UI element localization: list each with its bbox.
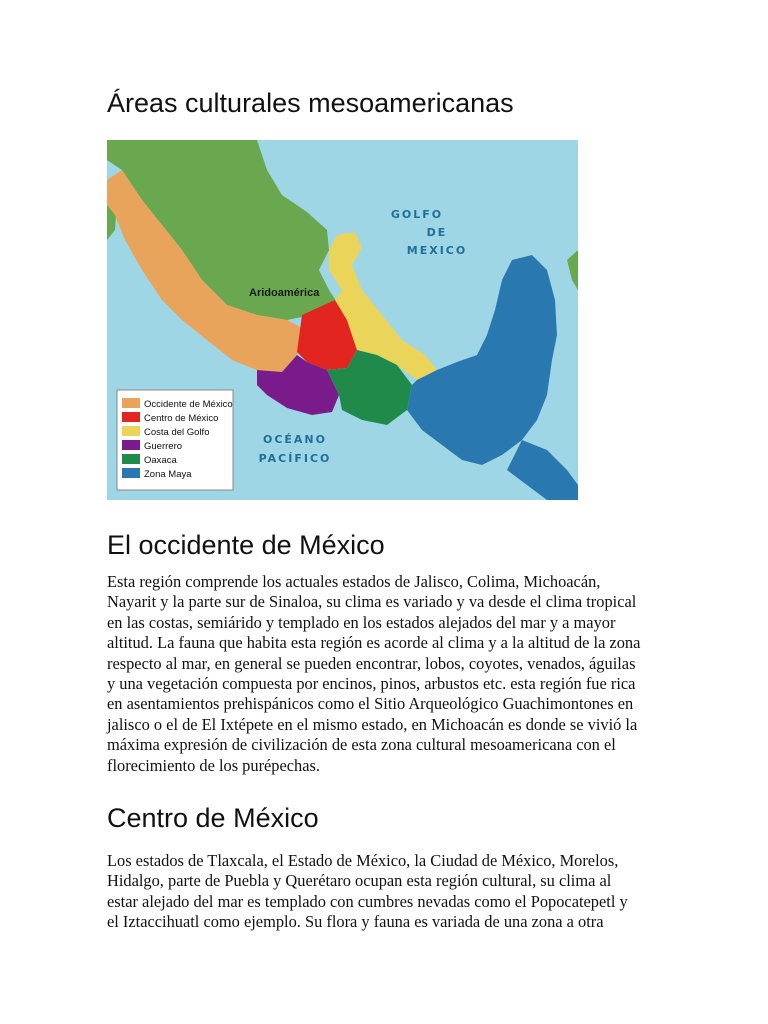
- legend-label: Oaxaca: [144, 455, 177, 466]
- pacific-label-line-1: OCÉANO: [262, 433, 328, 446]
- legend-swatch: [122, 440, 140, 450]
- text-line: en asentamientos prehispánicos como el Sitio Arqueológico Guachimontones en: [107, 694, 634, 714]
- text-line: estar alejado del mar es templado con cumbres nevadas como el Popocatepetl y: [107, 891, 628, 911]
- section-heading-occidente: El occidente de México: [107, 530, 385, 560]
- mesoamerica-map: [107, 140, 578, 500]
- gulf-label-line-1: GOLFO: [390, 208, 444, 221]
- text-line: Los estados de Tlaxcala, el Estado de México, la Ciudad de México, Morelos,: [107, 851, 619, 870]
- text-line: florecimiento de los purépechas.: [107, 755, 320, 775]
- legend-label: Costa del Golfo: [144, 427, 210, 438]
- text-line: jalisco o el de El Ixtépete en el mismo estado, en Michoacán es donde se vivió la: [107, 714, 638, 734]
- map-graphic: [107, 140, 578, 500]
- pacific-label-line-2: PACÍFICO: [258, 452, 332, 465]
- text-line: Nayarit y la parte sur de Sinaloa, su clima es variado y va desde el clima tropical: [107, 592, 637, 612]
- legend-swatch: [122, 426, 140, 436]
- legend-label: Zona Maya: [144, 469, 192, 480]
- section-body-occidente: [107, 572, 667, 776]
- gulf-label-line-3: MEXICO: [406, 244, 468, 257]
- section-body-centro: [107, 851, 667, 933]
- text-line: Hidalgo, parte de Puebla y Querétaro ocupan esta región cultural, su clima al: [107, 871, 612, 891]
- text-line: en las costas, semiárido y templado en los estados alejados del mar y a mayor: [107, 612, 616, 632]
- gulf-label-line-2: DE: [426, 226, 448, 239]
- legend-swatch: [122, 468, 140, 478]
- text-line: máxima expresión de civilización de esta zona cultural mesoamericana con el: [107, 735, 616, 755]
- text-line: y una vegetación compuesta por encinos, pinos, arbustos etc. esta región fue rica: [107, 674, 636, 694]
- legend-swatch: [122, 398, 140, 408]
- aridoamerica-label: Aridoamérica: [249, 287, 320, 299]
- page-title: Áreas culturales mesoamericanas: [107, 88, 514, 118]
- legend-swatch: [122, 454, 140, 464]
- text-line: Esta región comprende los actuales estados de Jalisco, Colima, Michoacán,: [107, 572, 601, 591]
- text-line: respecto al mar, en general se pueden encontrar, lobos, coyotes, venados, águilas: [107, 653, 636, 673]
- legend-swatch: [122, 412, 140, 422]
- map-legend: [117, 390, 233, 490]
- legend-label: Occidente de México: [144, 399, 233, 410]
- section-heading-centro: Centro de México: [107, 803, 319, 833]
- legend-label: Centro de México: [144, 413, 219, 424]
- text-line: altitud. La fauna que habita esta región es acorde al clima y a la altitud de la zona: [107, 633, 641, 653]
- text-line: el Iztaccihuatl como ejemplo. Su flora y fauna es variada de una zona a otra: [107, 912, 604, 932]
- legend-label: Guerrero: [144, 441, 183, 452]
